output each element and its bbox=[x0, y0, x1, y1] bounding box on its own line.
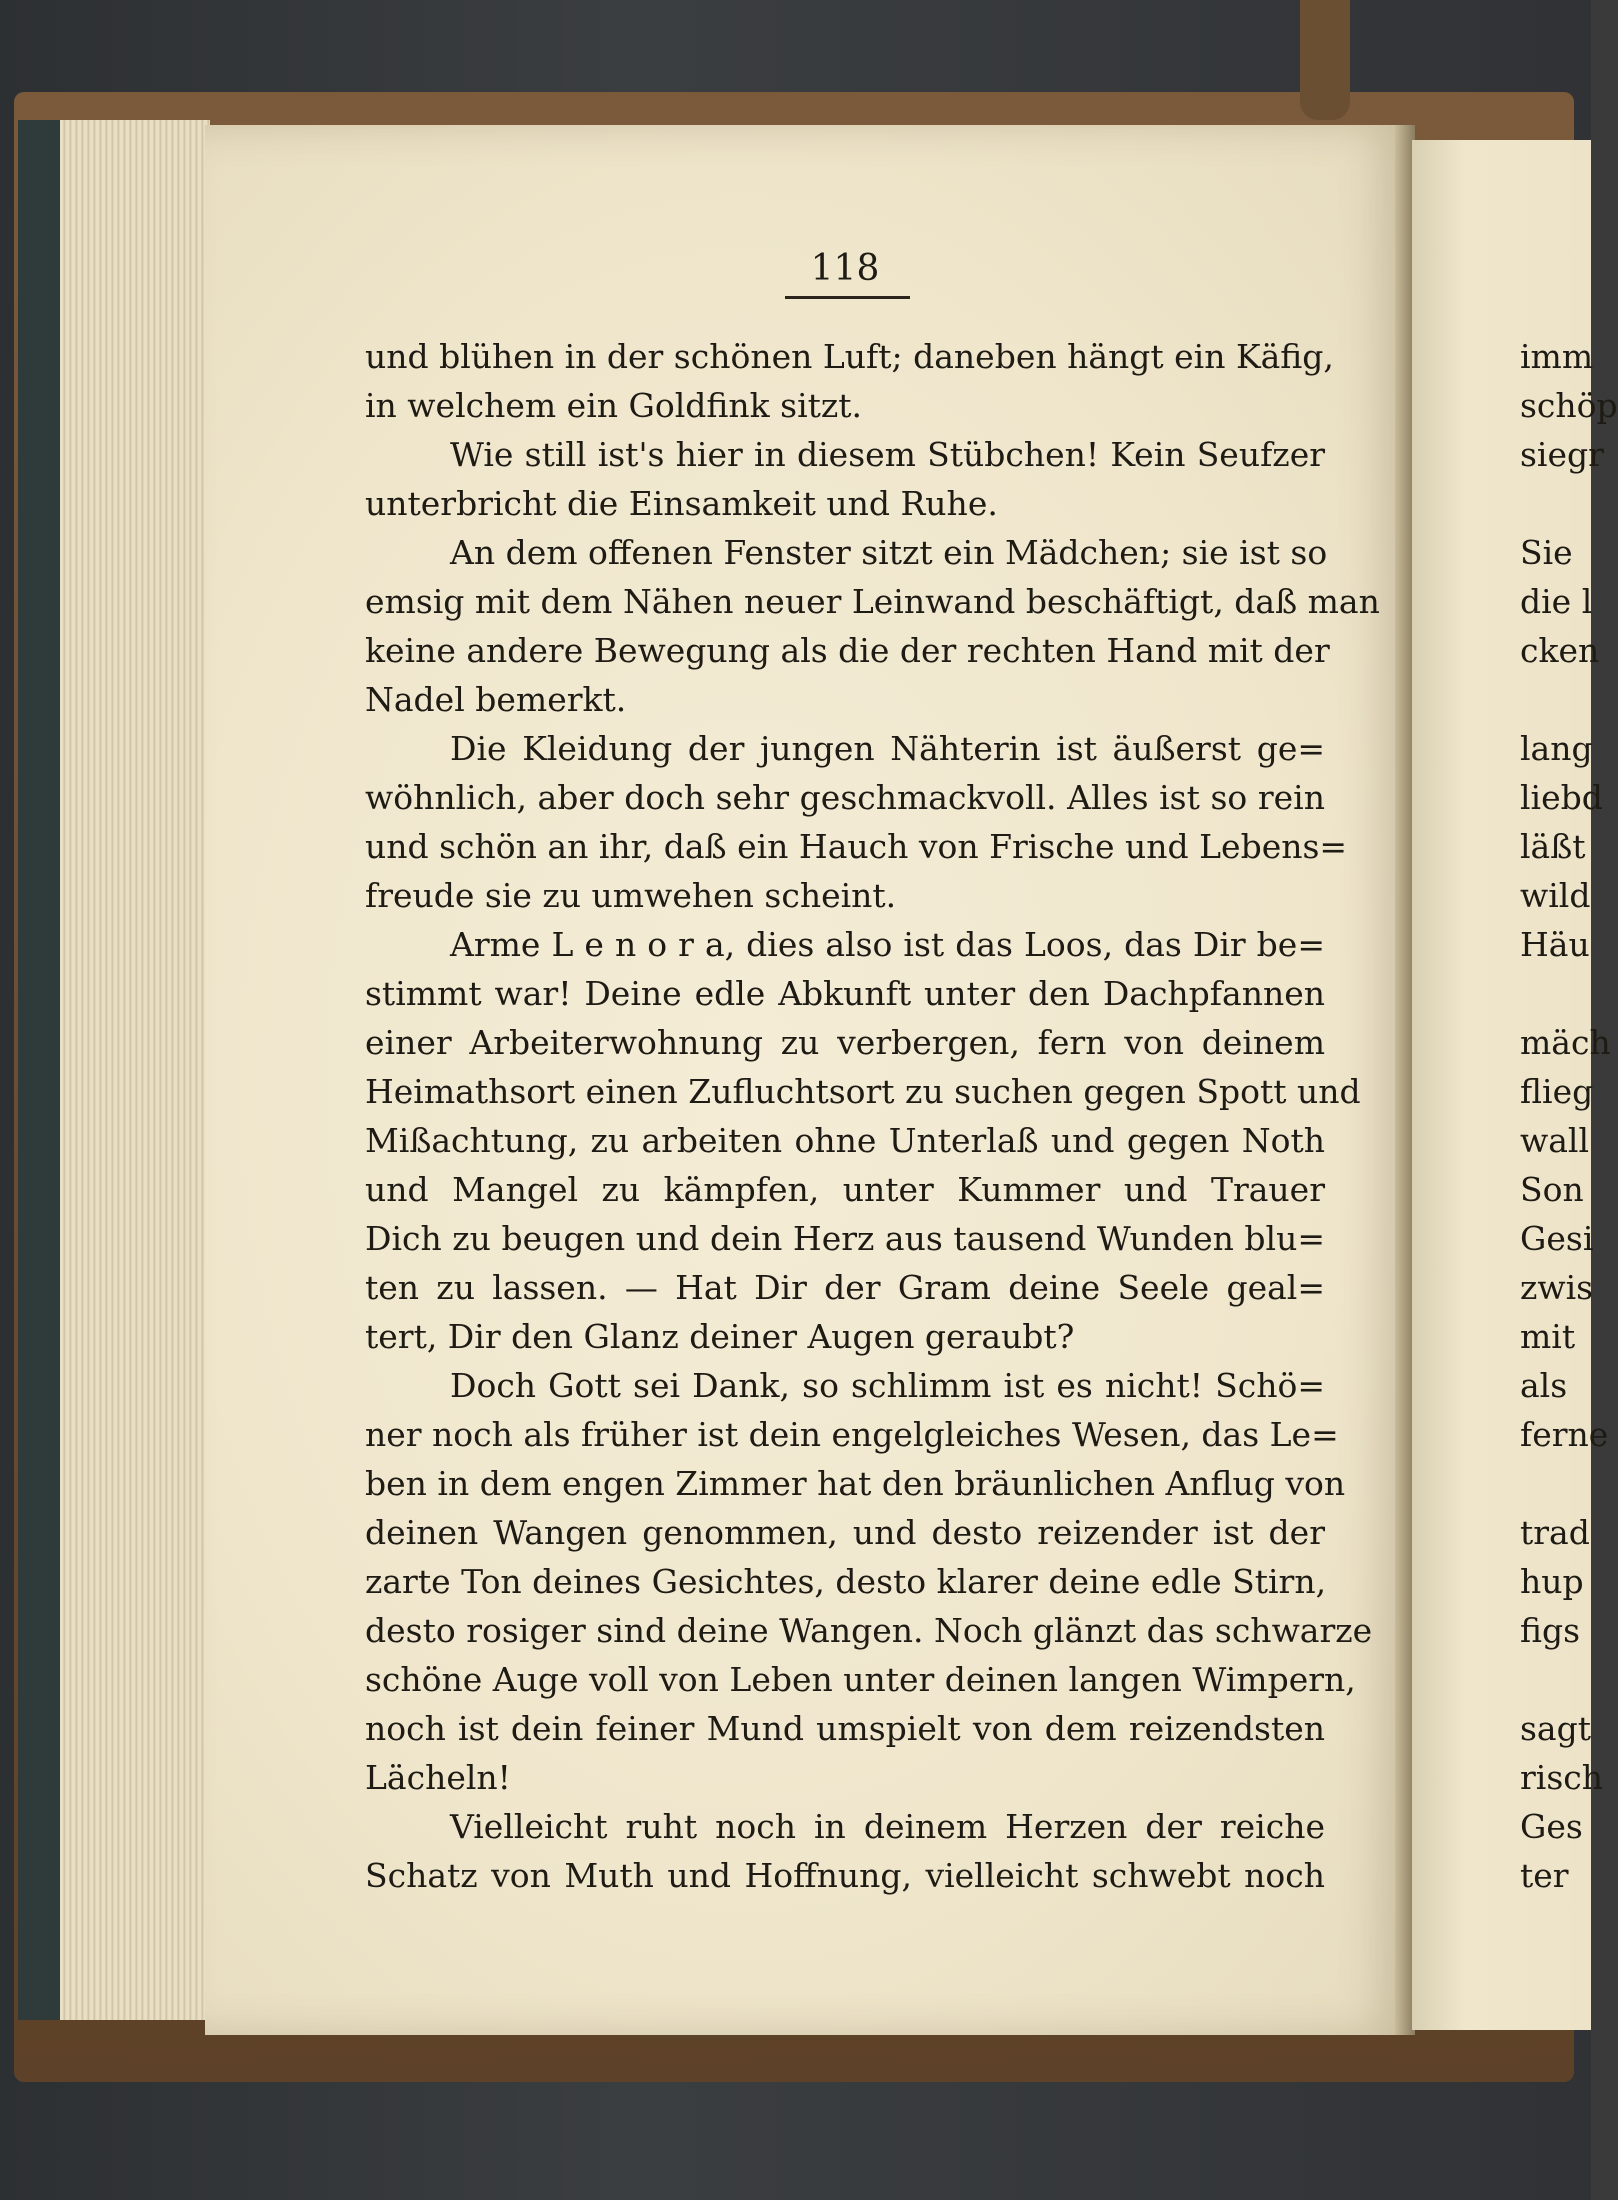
text-line: und blühen in der schönen Luft; daneben hängt ein Käfig, bbox=[365, 337, 1334, 376]
text-line: zarte Ton deines Gesichtes, desto klarer deine edle Stirn, bbox=[365, 1562, 1327, 1601]
right-text-line: wild bbox=[1520, 876, 1591, 915]
right-text-line: hup bbox=[1520, 1562, 1584, 1601]
right-text-line: liebd bbox=[1520, 778, 1603, 817]
right-text-line: siegr bbox=[1520, 435, 1604, 474]
bookmark-ribbon bbox=[1300, 0, 1350, 120]
right-text-line bbox=[1520, 1655, 1610, 1704]
text-line: und Mangel zu kämpfen, unter Kummer und Trauer bbox=[365, 1170, 1325, 1209]
right-text-line: mäch bbox=[1520, 1023, 1611, 1062]
text-line: ner noch als früher ist dein engelgleiches Wesen, das Le= bbox=[365, 1415, 1339, 1454]
text-line: desto rosiger sind deine Wangen. Noch glänzt das schwarze bbox=[365, 1611, 1373, 1650]
page-number-rule bbox=[785, 296, 910, 299]
right-text-line: wall bbox=[1520, 1121, 1590, 1160]
right-text-line: Sie bbox=[1520, 533, 1573, 572]
text-line: noch ist dein feiner Mund umspielt von dem reizendsten bbox=[365, 1709, 1325, 1748]
text-line: Wie still ist's hier in diesem Stübchen! Kein Seufzer bbox=[450, 435, 1325, 474]
left-page-text bbox=[365, 332, 1380, 1900]
text-line: Schatz von Muth und Hoffnung, vielleicht schwebt noch bbox=[365, 1856, 1325, 1895]
right-text-line: imm bbox=[1520, 337, 1594, 376]
right-text-line: die l bbox=[1520, 582, 1593, 621]
right-text-line bbox=[1520, 1459, 1610, 1508]
text-line: ben in dem engen Zimmer hat den bräunlichen Anflug von bbox=[365, 1464, 1346, 1503]
right-text-line: lang bbox=[1520, 729, 1593, 768]
text-line: deinen Wangen genommen, und desto reizender ist der bbox=[365, 1513, 1325, 1552]
right-text-line: schöp bbox=[1520, 386, 1618, 425]
right-text-line: Son bbox=[1520, 1170, 1584, 1209]
right-text-line: flieg bbox=[1520, 1072, 1594, 1111]
text-line: tert, Dir den Glanz deiner Augen geraubt? bbox=[365, 1317, 1075, 1356]
page-number: 118 bbox=[810, 248, 880, 289]
text-line: Doch Gott sei Dank, so schlimm ist es nicht! Schö= bbox=[450, 1366, 1325, 1405]
text-line: Die Kleidung der jungen Nähterin ist äußerst ge= bbox=[450, 729, 1325, 768]
text-line: An dem offenen Fenster sitzt ein Mädchen; sie ist so bbox=[450, 533, 1328, 572]
right-text-line: sagt bbox=[1520, 1709, 1591, 1748]
text-line: Lächeln! bbox=[365, 1758, 511, 1797]
text-line: keine andere Bewegung als die der rechten Hand mit der bbox=[365, 631, 1330, 670]
text-line: Heimathsort einen Zufluchtsort zu suchen gegen Spott und bbox=[365, 1072, 1361, 1111]
page-edges bbox=[60, 120, 210, 2020]
text-line: Mißachtung, zu arbeiten ohne Unterlaß und gegen Noth bbox=[365, 1121, 1325, 1160]
text-line: ten zu lassen. — Hat Dir der Gram deine Seele geal= bbox=[365, 1268, 1325, 1307]
right-text-line: mit bbox=[1520, 1317, 1576, 1356]
right-text-line bbox=[1520, 969, 1610, 1018]
right-text-line bbox=[1520, 479, 1610, 528]
text-line: in welchem ein Goldfink sitzt. bbox=[365, 386, 863, 425]
text-line: emsig mit dem Nähen neuer Leinwand beschäftigt, daß man bbox=[365, 582, 1380, 621]
text-line: Nadel bemerkt. bbox=[365, 680, 627, 719]
text-line: freude sie zu umwehen scheint. bbox=[365, 876, 897, 915]
right-text-line: risch bbox=[1520, 1758, 1603, 1797]
text-line: und schön an ihr, daß ein Hauch von Frische und Lebens= bbox=[365, 827, 1348, 866]
text-line: stimmt war! Deine edle Abkunft unter den Dachpfannen bbox=[365, 974, 1325, 1013]
text-line: einer Arbeiterwohnung zu verbergen, fern von deinem bbox=[365, 1023, 1325, 1062]
right-text-line: cken bbox=[1520, 631, 1600, 670]
right-text-line: figs bbox=[1520, 1611, 1581, 1650]
right-text-line: ter bbox=[1520, 1856, 1569, 1895]
right-text-line: trad bbox=[1520, 1513, 1590, 1552]
right-text-line: Ges bbox=[1520, 1807, 1583, 1846]
text-line: schöne Auge voll von Leben unter deinen langen Wimpern, bbox=[365, 1660, 1356, 1699]
right-text-line: ferne bbox=[1520, 1415, 1609, 1454]
text-line: Arme L e n o r a, dies also ist das Loos, das Dir be= bbox=[450, 925, 1325, 964]
right-text-line: läßt bbox=[1520, 827, 1586, 866]
right-text-line: als bbox=[1520, 1366, 1568, 1405]
right-text-line bbox=[1520, 675, 1610, 724]
right-text-line: Häu bbox=[1520, 925, 1590, 964]
text-line: Vielleicht ruht noch in deinem Herzen der reiche bbox=[450, 1807, 1325, 1846]
right-text-line: zwis bbox=[1520, 1268, 1594, 1307]
text-line: unterbricht die Einsamkeit und Ruhe. bbox=[365, 484, 998, 523]
right-text-line: Gesi bbox=[1520, 1219, 1594, 1258]
text-line: Dich zu beugen und dein Herz aus tausend Wunden blu= bbox=[365, 1219, 1325, 1258]
text-line: wöhnlich, aber doch sehr geschmackvoll. Alles ist so rein bbox=[365, 778, 1325, 817]
right-page-text bbox=[1520, 332, 1618, 1900]
